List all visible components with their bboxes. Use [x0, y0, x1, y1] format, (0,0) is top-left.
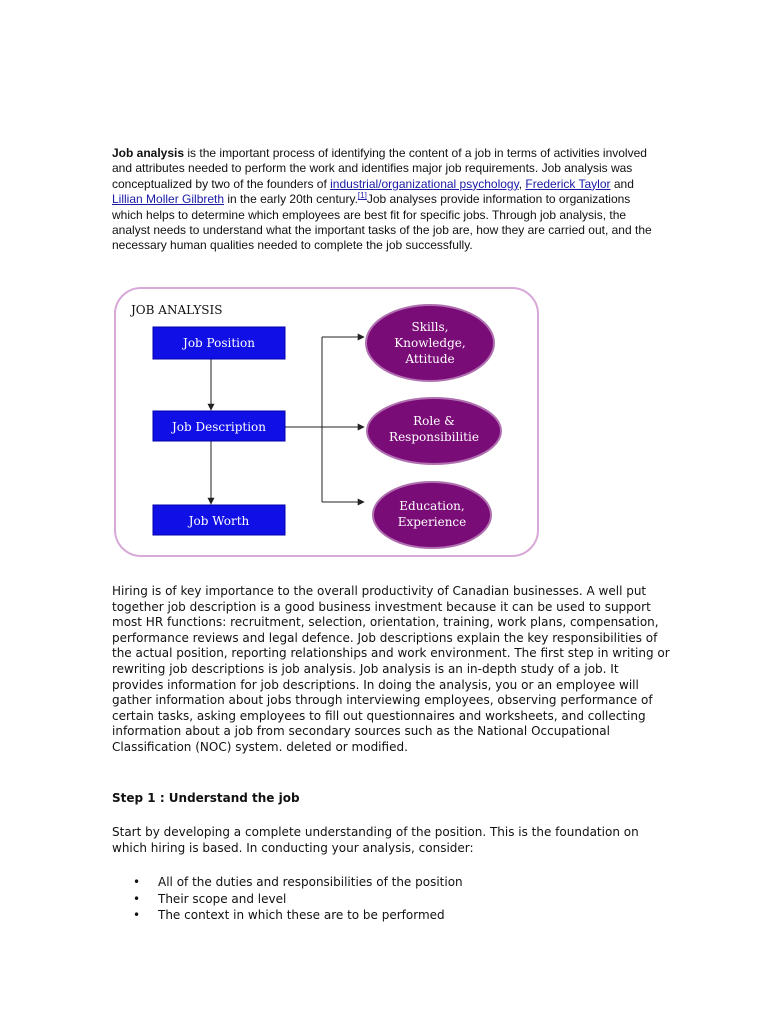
link-industrial-organizational-psychology[interactable]: industrial/organizational psychology	[330, 176, 519, 191]
oval-role-line-1: Role &	[413, 414, 455, 428]
diagram-title: JOB ANALYSIS	[131, 303, 223, 317]
oval-education-line-1: Education,	[399, 499, 465, 513]
list-item	[112, 907, 463, 924]
oval-role-line-2: Responsibilitie	[389, 430, 479, 444]
hiring-paragraph: Hiring is of key importance to the overall productivity of Canadian businesses. A well put together job description is a good business investment because it can be used to support most HR functions: recruitment, selection, orientation, training, work plans, compensation, performance reviews and legal defence. Job descriptions explain the key responsibilities of the actual position, reporting relationships and work environment. The first step in writing or rewriting job descriptions is job analysis. Job analysis is an in-depth study of a job. It provides information for job descriptions. In doing the analysis, you or an employee will gather information about jobs through interviewing employees, observing performance of certain tasks, asking employees to fill out questionnaires and worksheets, and collecting information about a job from secondary sources such as the National Occupational Classification (NOC) system. deleted or modified.	[112, 584, 670, 754]
list-item-text: Their scope and level	[158, 891, 287, 906]
list-item-text: The context in which these are to be performed	[158, 908, 445, 922]
oval-skills-line-2: Knowledge,	[394, 336, 466, 350]
list-item	[112, 891, 463, 908]
job-analysis-diagram	[113, 286, 540, 558]
oval-education-line-2: Experience	[397, 515, 467, 529]
list-item	[112, 874, 463, 891]
step-1-paragraph: Start by developing a complete understanding of the position. This is the foundation on which hiring is based. In conducting your analysis, consider:	[112, 825, 639, 855]
box-job-position-label: Job Position	[183, 336, 255, 350]
intro-text-1: is the important process of identifying the content of a job in terms of activities involved and attributes needed to perform the work and identifies major job requirements. Job analysis was conceptualized by two of the founders of	[112, 146, 647, 191]
oval-skills-line-1: Skills,	[411, 320, 449, 334]
list-item-text: All of the duties and responsibilities of the position	[158, 875, 463, 889]
oval-skills-line-3: Attitude	[405, 352, 455, 366]
box-job-description-label: Job Description	[171, 420, 267, 434]
link-frederick-taylor[interactable]: Frederick Taylor	[525, 176, 611, 191]
intro-text-4: in the early 20th century.	[224, 192, 358, 207]
intro-term: Job analysis	[112, 146, 185, 160]
intro-paragraph	[112, 146, 652, 254]
citation-link-1[interactable]: [1]	[357, 191, 367, 201]
bullet-icon: •	[133, 908, 141, 922]
step-1-heading: Step 1 : Understand the job	[112, 791, 300, 805]
link-lillian-moller-gilbreth[interactable]: Lillian Moller Gilbreth	[112, 192, 225, 207]
intro-text-5: Job analyses provide information to organizations which helps to determine which employees are best fit for specific jobs. Through job analysis, the analyst needs to understand what the important tasks of the job are, how they are carried out, and the necessary human qualities needed to complete the job successfully.	[112, 192, 652, 253]
intro-text-2: ,	[518, 176, 526, 191]
intro-text-3: and	[610, 176, 634, 191]
bullet-icon: •	[133, 875, 141, 889]
bullet-icon: •	[133, 891, 141, 906]
considerations-list	[112, 874, 463, 924]
box-job-worth-label: Job Worth	[188, 514, 250, 528]
